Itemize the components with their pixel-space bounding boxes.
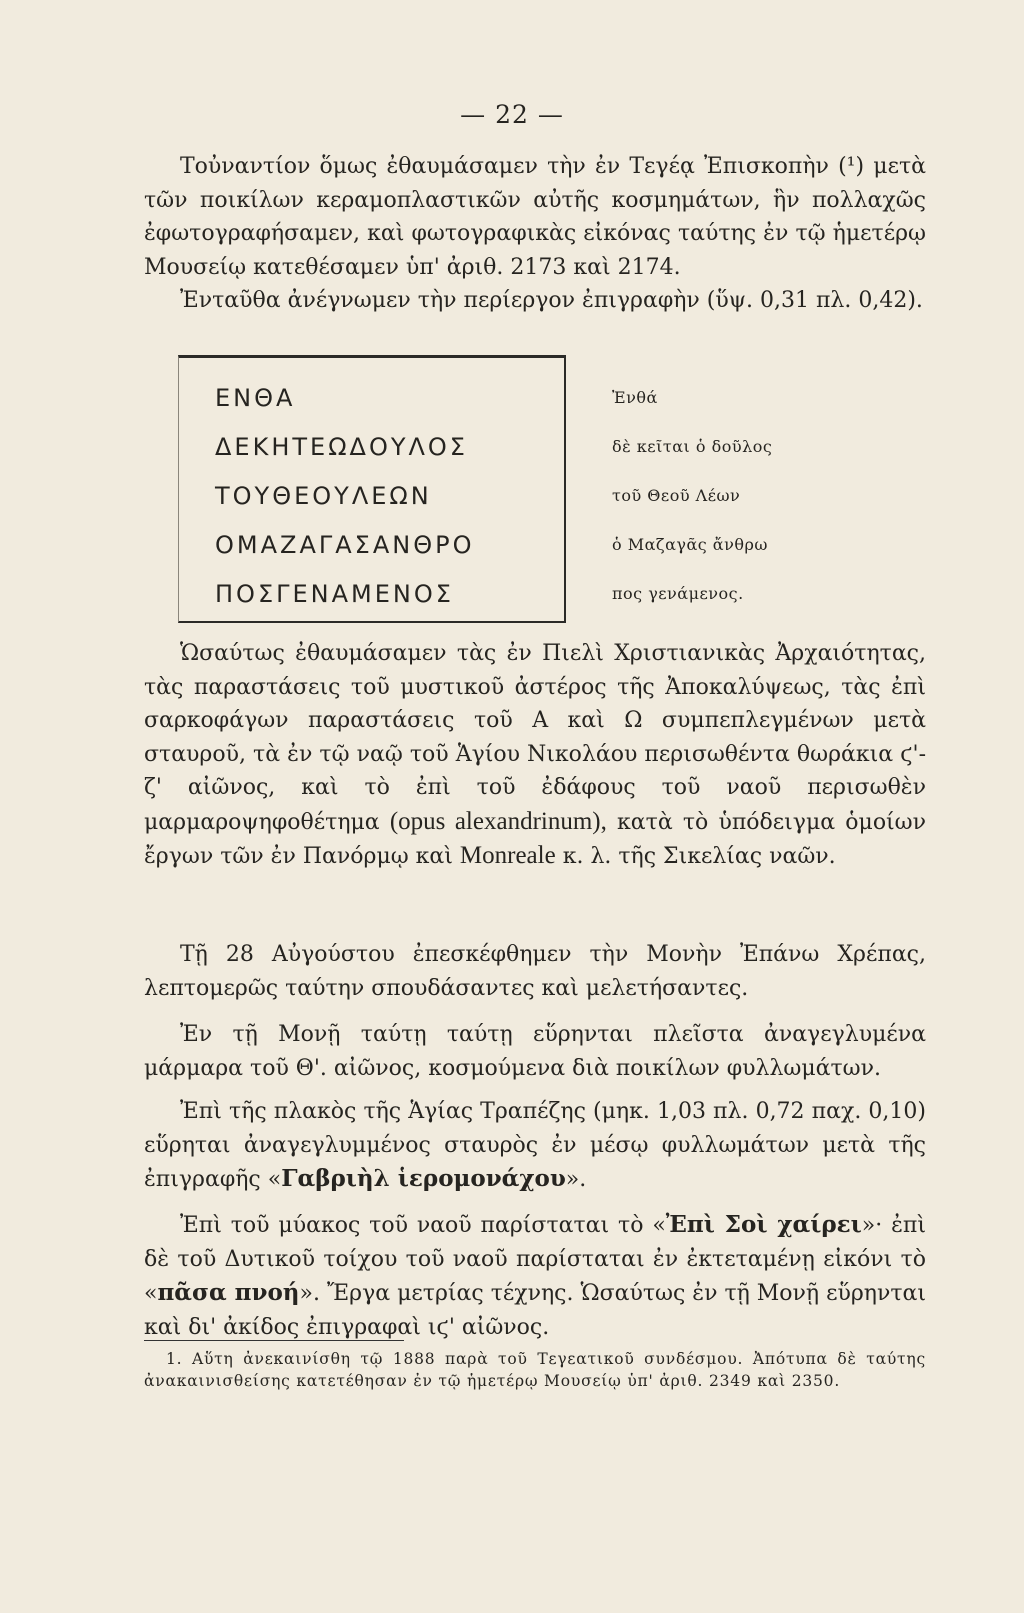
paragraph-intro: Τοὐναντίον ὅμως ἐθαυμάσαμεν τὴν ἐν Τεγέᾳ Ἐπισκοπὴν (¹) μετὰ τῶν ποικίλων κεραμοπλαστικῶν αὐτῆς κοσμημάτων, ἣν πολλαχῶς ἐφωτογραφήσαμεν, καὶ φωτογραφικὰς εἰκόνας ταύτης ἐν τῷ ἡμετέρῳ Μουσείῳ κατεθέσαμεν ὑπ' ἀριθ. 2173 καὶ 2174. xyxy=(144,154,926,280)
text-run: Ἐπὶ τῆς πλακὸς τῆς Ἁγίας Τραπέζης (μηκ. 1,03 πλ. 0,72 παχ. 0,10) εὕρηται ἀναγεγλυμμένος σταυρὸς ἐν μέσῳ φυλλωμάτων μετὰ τῆς ἐπιγραφῆς « xyxy=(144,1099,926,1192)
text-run: Ὡσαύτως ἐθαυμάσαμεν τὰς ἐν Πιελὶ Χριστιανικὰς Ἀρχαιότητας, τὰς παραστάσεις τοῦ μυστικοῦ ἀστέρος τῆς Ἀποκαλύψεως, τὰς ἐπὶ σαρκοφάγων παραστάσεις τοῦ Α καὶ Ω συμπεπλεγμένων μετὰ σταυροῦ, τὰ ἐν τῷ ναῷ τοῦ Ἁγίου Νικολάου περισωθέντα θωράκια ϛ'-ζ' αἰῶνος, καὶ τὸ ἐπὶ τοῦ ἐδάφους τοῦ ναοῦ περισωθὲν μαρμαροψηφοθέτημα xyxy=(144,641,926,835)
paragraph-marbles: Ἐν τῇ Μονῇ ταύτῃ ταύτῃ εὕρηνται πλεῖστα ἀναγεγλυμένα μάρμαρα τοῦ Θ'. αἰῶνος, κοσμούμενα διὰ ποικίλων φυλλωμάτων. xyxy=(144,1022,926,1081)
paragraph-monastery-visit: Τῇ 28 Αὐγούστου ἐπεσκέφθημεν τὴν Μονὴν Ἐπάνω Χρέπας, λεπτομερῶς ταύτην σπουδάσαντες καὶ μελετήσαντες. xyxy=(144,942,926,1001)
page-number: — 22 — xyxy=(460,100,564,129)
footnote-rule xyxy=(144,1340,404,1341)
text-run: »· ἐπὶ δὲ τοῦ Δυτικοῦ τοίχου τοῦ ναοῦ παρίσταται ἐν ἐκτεταμένῃ εἰκόνι τὸ « xyxy=(144,1213,926,1306)
latin-term: Monreale xyxy=(459,842,556,869)
bold-inscription: πᾶσα πνοή xyxy=(157,1279,300,1306)
inscription-line: ΕΝΘΑ xyxy=(215,384,296,412)
footnote: 1. Αὕτη ἀνεκαινίσθη τῷ 1888 παρὰ τοῦ Τεγεατικοῦ συνδέσμου. Ἀπότυπα δὲ ταύτης ἀνακαινισθείσης κατετέθησαν ἐν τῷ ἡμετέρῳ Μουσείῳ ὑπ' ἀριθ. 2349 καὶ 2350. xyxy=(144,1350,926,1390)
transcription-line: πος γενάμενος. xyxy=(612,584,744,603)
paragraph-christian-antiquities xyxy=(144,637,926,874)
bold-inscription: Γαβριὴλ ἱερομονάχου xyxy=(281,1165,566,1192)
bold-inscription: Ἐπὶ Σοὶ χαίρει xyxy=(665,1211,862,1238)
latin-term: (opus alexandrinum), xyxy=(389,807,607,835)
text-run: ». Ἔργα μετρίας τέχνης. Ὡσαύτως ἐν τῇ Μονῇ εὕρηνται καὶ δι' ἀκίδος ἐπιγραφαὶ ιϛ' αἰῶνος. xyxy=(144,1281,927,1340)
transcription-line: τοῦ Θεοῦ Λέων xyxy=(612,486,741,505)
text-run: κατὰ τὸ ὑπόδειγμα ὁμοίων ἔργων τῶν ἐν Πανόρμῳ καὶ xyxy=(144,809,927,869)
transcription-line: Ἐνθά xyxy=(612,388,658,407)
paragraph-altar-slab xyxy=(144,1095,926,1197)
inscription-line: ΟΜΑΖΑΓΑΣΑΝΘΡΟ xyxy=(215,531,475,559)
inscription-line: ΤΟΥΘΕΟΥΛΕΩΝ xyxy=(215,482,432,510)
inscription-line: ΔΕΚΗΤΕΩΔΟΥΛΟΣ xyxy=(215,433,468,461)
text-run: Ἐπὶ τοῦ μύακος τοῦ ναοῦ παρίσταται τὸ « xyxy=(180,1213,666,1238)
text-run: κ. λ. τῆς Σικελίας ναῶν. xyxy=(562,844,836,869)
transcription-line: δὲ κεῖται ὁ δοῦλος xyxy=(612,437,773,456)
transcription-line: ὁ Μαζαγᾶς ἄνθρω xyxy=(612,535,768,554)
paragraph-inscription-intro: Ἐνταῦθα ἀνέγνωμεν τὴν περίεργον ἐπιγραφὴν (ὕψ. 0,31 πλ. 0,42). xyxy=(180,288,923,313)
paragraph-church-images xyxy=(144,1208,926,1344)
text-run: ». xyxy=(565,1167,587,1192)
inscription-line: ΠΟΣΓΕΝΑΜΕΝΟΣ xyxy=(215,580,454,608)
